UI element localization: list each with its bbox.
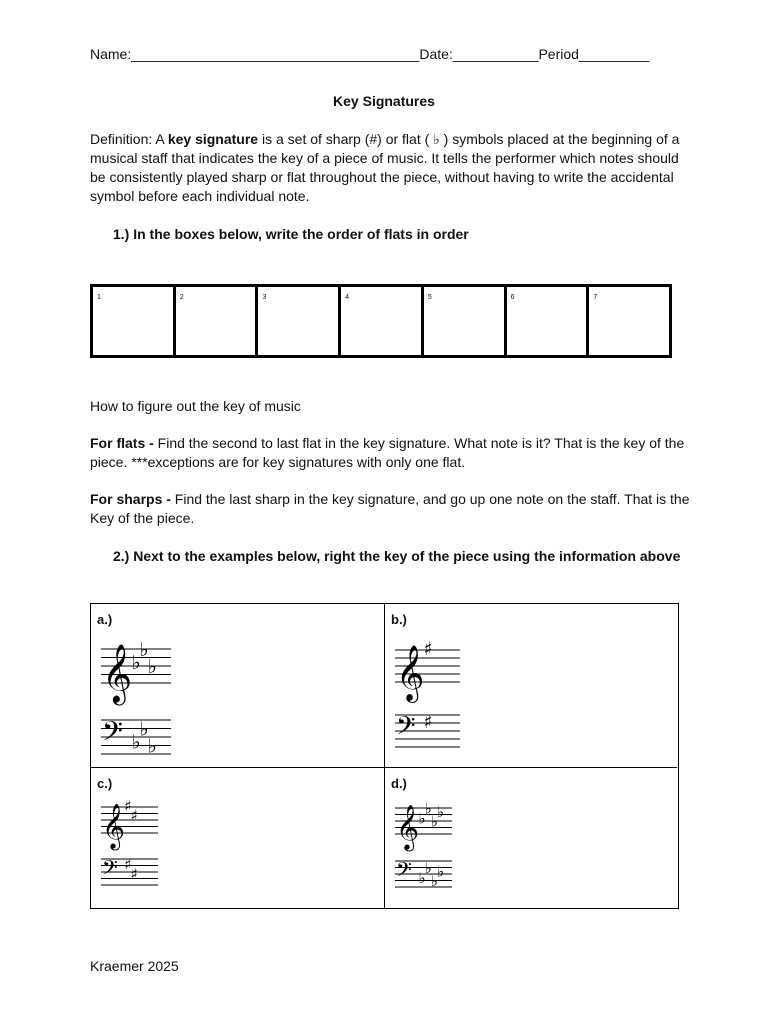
- flat-box[interactable]: [424, 287, 507, 355]
- bass-clef-icon: 𝄢: [396, 712, 416, 747]
- how-to-heading: How to figure out the key of music: [90, 398, 301, 414]
- example-label: a.): [97, 612, 113, 627]
- flat-box[interactable]: [589, 287, 669, 355]
- sharp-icon: ♯: [423, 638, 433, 660]
- flat-icon: ♭: [147, 734, 157, 758]
- examples-table: [90, 603, 679, 909]
- sharp-icon: ♯: [423, 711, 433, 733]
- treble-clef-icon: 𝄞: [396, 804, 420, 850]
- flat-icon: ♭: [430, 812, 438, 831]
- box-number: 7: [593, 294, 598, 301]
- flat-box[interactable]: [258, 287, 341, 355]
- sharps-rule: [90, 490, 690, 528]
- treble-clef-icon: 𝄞: [102, 803, 126, 849]
- period-field[interactable]: _________: [578, 46, 649, 62]
- header-line: [90, 46, 649, 62]
- key-signature-d: [395, 793, 595, 913]
- box-number: 2: [179, 294, 184, 301]
- date-label: Date:: [419, 46, 453, 62]
- definition-paragraph: [90, 130, 690, 206]
- example-cell-c[interactable]: [91, 768, 385, 908]
- page-title: Key Signatures: [333, 93, 435, 109]
- definition-prefix: Definition: A: [90, 131, 168, 147]
- sharp-icon: ♯: [130, 806, 138, 825]
- box-number: 5: [427, 294, 432, 301]
- date-field[interactable]: ___________: [452, 46, 539, 62]
- question-2: 2.) Next to the examples below, right the key of the piece using the information above: [113, 548, 681, 564]
- sharp-icon: ♯: [124, 796, 132, 815]
- flats-rule: [90, 434, 690, 472]
- sharp-icon: ♯: [124, 855, 132, 874]
- name-label: Name:: [90, 46, 132, 62]
- flat-icon: ♭: [436, 802, 444, 821]
- flat-icon: ♭: [424, 859, 432, 878]
- example-label: d.): [391, 776, 407, 791]
- name-field[interactable]: _____________________________________: [131, 46, 420, 62]
- flats-order-table: [90, 284, 672, 358]
- footer-author: Kraemer 2025: [90, 958, 179, 974]
- bass-clef-icon: 𝄢: [102, 715, 123, 754]
- sharps-rule-text: Find the last sharp in the key signature, and go up one note on the staff. That is the Key of the piece.: [90, 491, 690, 526]
- key-signature-b: [395, 629, 595, 779]
- flat-box[interactable]: [176, 287, 259, 355]
- flat-icon: ♭: [436, 862, 444, 881]
- key-signature-c: [101, 793, 301, 913]
- example-cell-a[interactable]: [91, 604, 385, 768]
- flat-icon: ♭: [131, 730, 141, 754]
- example-label: b.): [391, 612, 407, 627]
- example-label: c.): [97, 776, 113, 791]
- flat-icon: ♭: [139, 638, 149, 662]
- box-number: 3: [262, 294, 267, 301]
- sharp-icon: ♯: [130, 865, 138, 884]
- bass-clef-icon: 𝄢: [102, 855, 118, 885]
- key-signature-a: [101, 629, 301, 779]
- flat-icon: ♭: [424, 799, 432, 818]
- example-cell-d[interactable]: [385, 768, 677, 908]
- treble-clef-icon: 𝄞: [102, 644, 133, 704]
- example-cell-b[interactable]: [385, 604, 677, 768]
- bass-clef-icon: 𝄢: [396, 857, 412, 887]
- flat-box[interactable]: [507, 287, 590, 355]
- box-number: 4: [345, 294, 350, 301]
- period-label: Period: [538, 46, 579, 62]
- definition-body: is a set of sharp (#) or flat ( ♭ ) symbols placed at the beginning of a musical staff that indicates the key of a piece of music. It tells the performer which notes should be consistently played sharp or flat throughout the piece, without having to write the accidental symbol before each individual note.: [90, 131, 680, 204]
- flats-rule-label: For flats -: [90, 435, 154, 451]
- flat-box[interactable]: [93, 287, 176, 355]
- flat-icon: ♭: [430, 872, 438, 891]
- flat-icon: ♭: [147, 655, 157, 679]
- box-number: 1: [97, 294, 101, 301]
- flat-icon: ♭: [418, 868, 426, 887]
- sharps-rule-label: For sharps -: [90, 491, 171, 507]
- flats-rule-text: Find the second to last flat in the key signature. What note is it? That is the key of the piece. ***exceptions are for key signatures with only one flat.: [90, 435, 685, 470]
- flat-icon: ♭: [131, 650, 141, 674]
- definition-term: key signature: [167, 131, 259, 147]
- treble-clef-icon: 𝄞: [396, 645, 425, 702]
- flat-box[interactable]: [341, 287, 424, 355]
- box-number: 6: [510, 294, 515, 301]
- question-1: 1.) In the boxes below, write the order of flats in order: [113, 226, 469, 242]
- flat-icon: ♭: [418, 809, 426, 828]
- flat-icon: ♭: [139, 717, 149, 741]
